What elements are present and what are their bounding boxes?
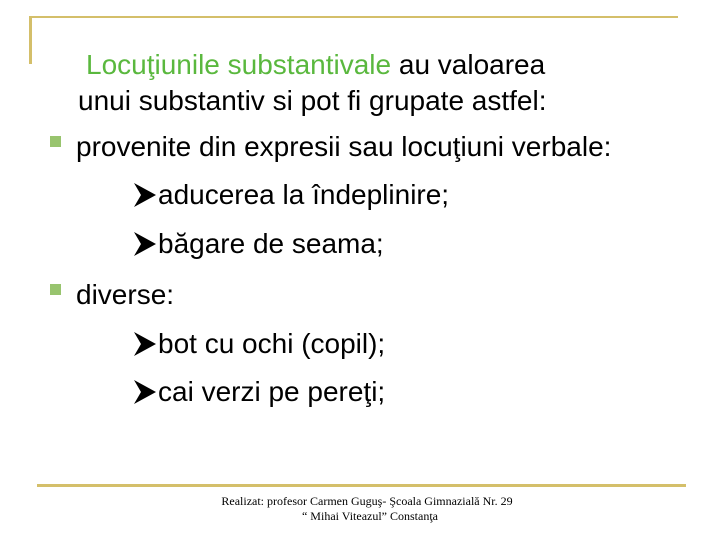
sub-list-item bbox=[134, 178, 449, 212]
list-item-label: diverse: bbox=[76, 279, 175, 310]
arrow-bullet-icon bbox=[134, 378, 156, 406]
intro-line-1 bbox=[86, 48, 545, 82]
sub-list-item bbox=[134, 327, 385, 361]
sub-list-item-label: aducerea la îndeplinire; bbox=[158, 179, 450, 210]
sub-list-item-label: bot cu ochi (copil); bbox=[158, 328, 386, 359]
sub-list-item bbox=[134, 227, 384, 261]
footer-line-1: Realizat: profesor Carmen Guguş- Şcoala Gimnazială Nr. 29 bbox=[221, 494, 513, 508]
footer-credit bbox=[0, 494, 720, 524]
intro-line-2: unui substantiv si pot fi grupate astfel: bbox=[78, 85, 547, 116]
sub-list-item-label: băgare de seama; bbox=[158, 228, 384, 259]
footer-line-2: “ Mihai Viteazul” Constanţa bbox=[301, 509, 439, 523]
sub-list-item-label: cai verzi pe pereţi; bbox=[158, 376, 386, 407]
square-bullet-icon bbox=[50, 136, 61, 147]
arrow-bullet-icon bbox=[134, 230, 156, 258]
sub-list-item bbox=[134, 375, 385, 409]
list-item-label: provenite din expresii sau locuţiuni verbale: bbox=[76, 131, 612, 162]
square-bullet-icon bbox=[50, 284, 61, 295]
arrow-bullet-icon bbox=[134, 330, 156, 358]
intro-line-1-rest: au valoarea bbox=[391, 49, 546, 80]
arrow-bullet-icon bbox=[134, 181, 156, 209]
frame-bottom-line bbox=[37, 484, 686, 487]
intro-accent-term: Locuţiunile substantivale bbox=[86, 49, 392, 80]
